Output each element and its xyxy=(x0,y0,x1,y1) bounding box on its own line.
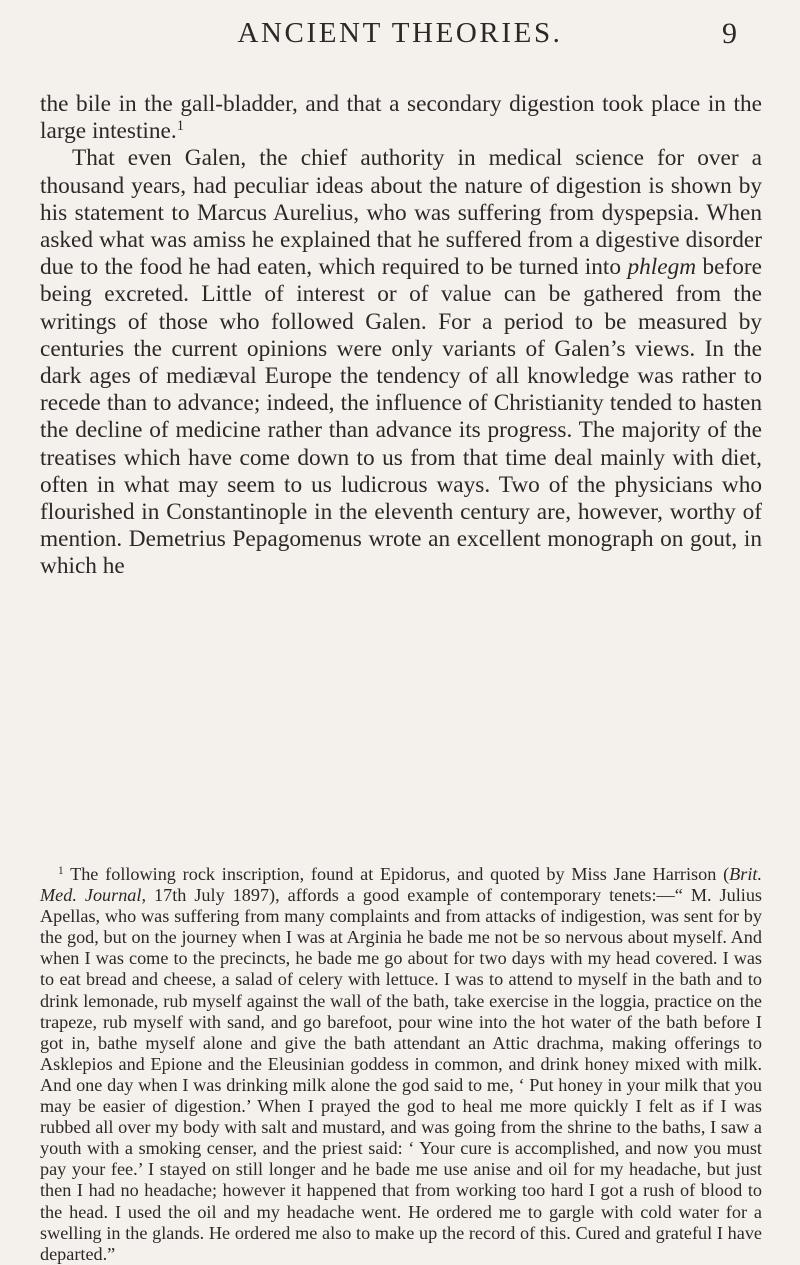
paragraph-2 xyxy=(40,145,762,580)
footnote xyxy=(40,864,762,1265)
paragraph-1 xyxy=(40,91,762,145)
footnote-reference: 1 xyxy=(176,118,184,135)
footnote-text-before: The following rock inscription, found at Epidorus, and quoted by Miss Jane Harrison ( xyxy=(63,864,730,884)
running-title: ANCIENT THEORIES. xyxy=(237,17,563,49)
running-head xyxy=(0,17,800,57)
paragraph-1-text: the bile in the gall-bladder, and that a secondary digestion took place in the large intestine. xyxy=(40,91,762,145)
footnote-marker: 1 xyxy=(58,864,64,877)
body-text xyxy=(40,91,762,581)
paragraph-2-text-before: That even Galen, the chief authority in medical science for over a thousand years, had peculiar ideas about the nature of digestion is shown by his statement to Marcus Aurelius, who was suffering from dyspepsia. When asked what was amiss he explained that he suffered from a digestive disorder due to the food he had eaten, which required to be turned into xyxy=(40,145,762,281)
phlegm-italic: phlegm xyxy=(627,254,697,281)
journal-title-italic: Brit. Med. Journal, xyxy=(40,864,762,906)
page-number: 9 xyxy=(722,17,737,50)
paragraph-2-text-after: before being excreted. Little of interest or of value can be gathered from the writings of those who followed Galen. For a period to be measured by centuries the current opinions were only variants of Galen’s views. In the dark ages of mediæval Europe the tendency of all knowledge was rather to recede than to advance; indeed, the influence of Christianity tended to hasten the decline of medicine rather than advance its progress. The majority of the treatises which have come down to us from that time deal mainly with diet, often in what may seem to us ludicrous ways. Two of the physicians who flourished in Constantinople in the eleventh century are, however, worthy of mention. Demetrius Pepagomenus wrote an excellent monograph on gout, in which he xyxy=(40,254,762,580)
footnote-text-after: 17th July 1897), affords a good example of contemporary tenets:—“ M. Julius Apellas, who was suffering from many complaints and from attacks of indigestion, was sent for by the god, but on the journey when I was at Arginia he bade me not be so nervous about myself. And when I was come to the precincts, he bade me go about for two days with my head covered. I was to eat bread and cheese, a salad of celery with lettuce. I was to attend to myself in the bath and to drink lemonade, rub myself against the wall of the bath, take exercise in the loggia, practice on the trapeze, rub myself with sand, and go barefoot, pour wine into the hot water of the bath before I got in, bathe myself alone and give the bath attendant an Attic drachma, making offerings to Asklepios and Epione and the Eleusinian goddess in common, and drink honey mixed with milk. And one day when I was drinking milk alone the god said to me, ‘ Put honey in your milk that you may be easier of digestion.’ When I prayed the god to heal me more quickly I felt as if I was rubbed all over my body with salt and mustard, and was going from the shrine to the baths, I saw a youth with a smoking censer, and the priest said: ‘ Your cure is accomplished, and now you must pay your fee.’ I stayed on still longer and he bade me use anise and oil for my headache, but just then I had no headache; however it happened that from working too hard I got a rush of blood to the head. I used the oil and my headache went. He ordered me to gargle with cold water for a swelling in the glands. He ordered me also to make up the record of this. Cured and grateful I have departed.” xyxy=(40,885,762,1264)
